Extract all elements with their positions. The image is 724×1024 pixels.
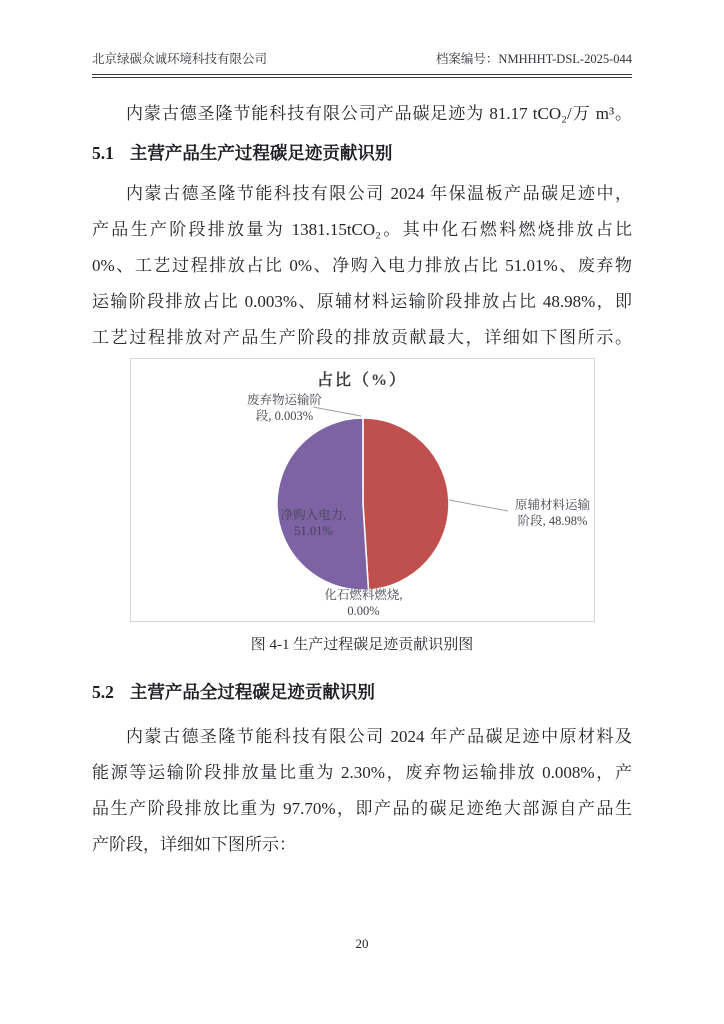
paragraph-line: 内蒙古德圣隆节能科技有限公司 2024 年保温板产品碳足迹中，	[126, 184, 632, 203]
paragraph-line: 运输阶段排放占比 0.003%、原辅材料运输阶段排放占比 48.98%，即	[92, 292, 632, 311]
header-company-name: 北京绿碳众诚环境科技有限公司	[92, 52, 268, 66]
section-number: 5.1	[92, 143, 114, 163]
pie-slice	[363, 418, 449, 590]
archive-label: 档案编号：	[435, 52, 499, 66]
slice-label-raw-material-transport: 原辅材料运输阶段, 48.98%	[514, 498, 590, 528]
paragraph-line: 产阶段，详细如下图所示：	[92, 835, 296, 854]
header-archive-number	[436, 50, 632, 68]
paragraph-line: 0%、工艺过程排放占比 0%、净购入电力排放占比 51.01%、废弃物	[92, 256, 632, 275]
pie-slices	[276, 418, 448, 590]
section-title: 主营产品生产过程碳足迹贡献识别	[129, 143, 393, 163]
section-number: 5.2	[92, 682, 114, 702]
archive-value: NMHHHT-DSL-2025-044	[498, 52, 632, 66]
section-title: 主营产品全过程碳足迹贡献识别	[129, 682, 375, 702]
paragraph-line: 内蒙古德圣隆节能科技有限公司产品碳足迹为 81.17 tCO₂/万 m³。	[126, 104, 632, 123]
slice-label-waste-transport: 废弃物运输阶段, 0.003%	[246, 393, 322, 423]
paragraph-line: 产品生产阶段排放量为 1381.15tCO₂。其中化石燃料燃烧排放占比	[92, 220, 632, 239]
paragraph-line: 内蒙古德圣隆节能科技有限公司 2024 年产品碳足迹中原材料及	[126, 727, 632, 746]
section-heading-5-2	[92, 679, 632, 705]
paragraph-line: 能源等运输阶段排放量比重为 2.30%，废弃物运输排放 0.008%，产	[92, 763, 632, 782]
figure-caption: 图 4-1 生产过程碳足迹贡献识别图	[250, 637, 474, 653]
chart-title: 占比（%）	[316, 372, 407, 389]
page-number: 20	[355, 936, 369, 951]
header-rule	[92, 74, 632, 78]
section-5-1-paragraph	[92, 176, 632, 356]
pie-chart-figure	[130, 358, 595, 622]
paragraph-line: 工艺过程排放对产品生产阶段的排放贡献最大，详细如下图所示。	[92, 328, 632, 347]
leader-line-raw-material	[449, 500, 508, 511]
slice-label-purchased-electricity: 净购入电力, 51.01%	[280, 508, 347, 538]
pie-slice	[276, 418, 368, 590]
section-5-2-paragraph	[92, 719, 632, 863]
section-heading-5-1	[92, 140, 632, 166]
page-header	[92, 50, 632, 68]
intro-paragraph	[92, 96, 632, 132]
pie-chart-svg	[131, 359, 594, 621]
paragraph-line: 品生产阶段排放比重为 97.70%，即产品的碳足迹绝大部源自产品生	[92, 799, 632, 818]
slice-label-fossil-fuel: 化石燃料燃烧, 0.00%	[324, 588, 403, 618]
